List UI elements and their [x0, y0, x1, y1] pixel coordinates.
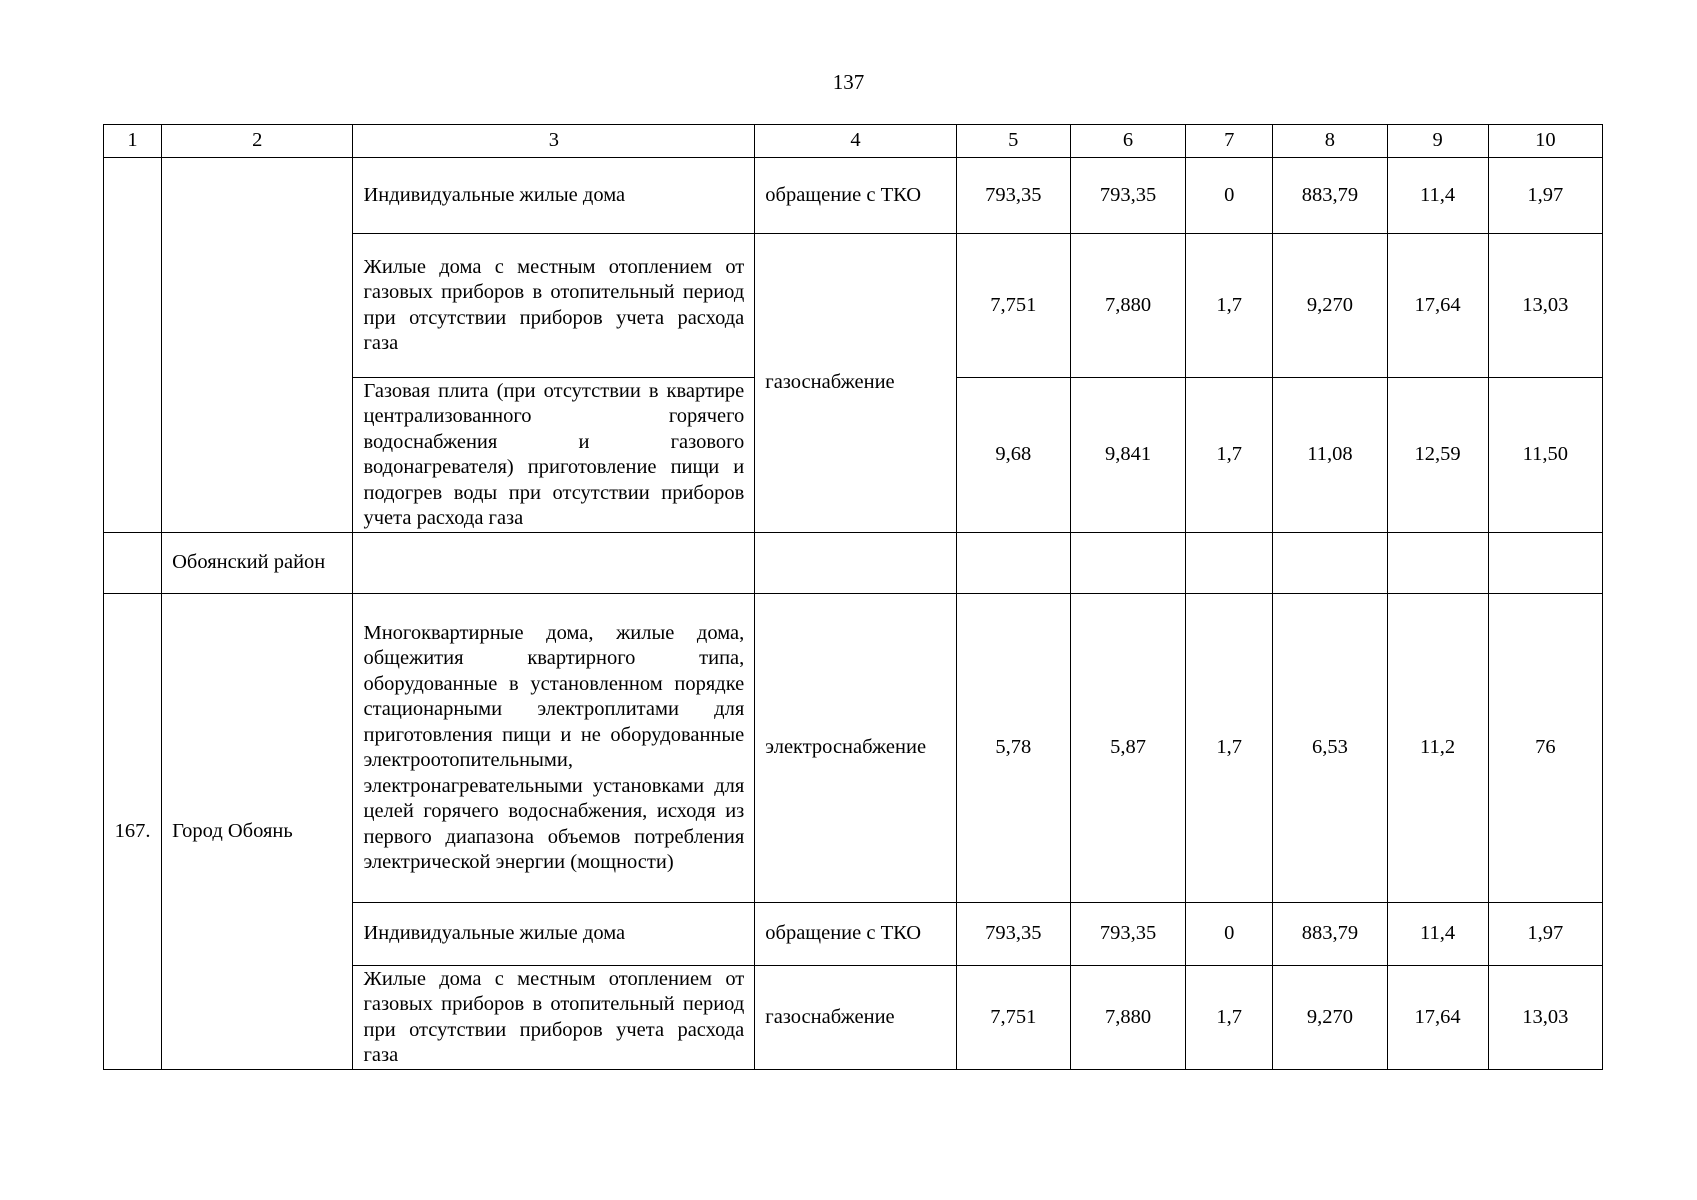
empty-cell [1387, 533, 1488, 594]
row-number-cell: 167. [104, 594, 162, 1070]
value-cell: 13,03 [1488, 966, 1602, 1070]
column-header: 9 [1387, 125, 1488, 158]
utility-type-cell: газоснабжение [755, 966, 956, 1070]
value-cell: 17,64 [1387, 966, 1488, 1070]
column-header: 5 [956, 125, 1070, 158]
consumer-category-cell: Газовая плита (при отсутствии в квартире централизованного горячего водоснабжения и газового водонагревателя) приготовление пищи и подогрев воды при отсутствии приборов учета расхода газа [353, 378, 755, 533]
consumer-category-cell: Многоквартирные дома, жилые дома, общежития квартирного типа, оборудованные в установленном порядке стационарными электроплитами для приготовления пищи и не оборудованные электроотопительными, электронагревательными установками для целей горячего водоснабжения, исходя из первого диапазона объемов потребления электрической энергии (мощности) [353, 594, 755, 903]
row-number-cell [104, 158, 162, 533]
value-cell: 5,78 [956, 594, 1070, 903]
value-cell: 12,59 [1387, 378, 1488, 533]
value-cell: 11,4 [1387, 158, 1488, 234]
value-cell: 7,880 [1070, 234, 1185, 378]
empty-cell [1488, 533, 1602, 594]
page-number: 137 [832, 70, 865, 94]
value-cell: 793,35 [1070, 903, 1185, 966]
value-cell: 6,53 [1273, 594, 1387, 903]
value-cell: 793,35 [956, 158, 1070, 234]
column-header: 4 [755, 125, 956, 158]
utility-type-cell: обращение с ТКО [755, 158, 956, 234]
consumer-category-cell: Жилые дома с местным отоплением от газовых приборов в отопительный период при отсутствии приборов учета расхода газа [353, 966, 755, 1070]
value-cell: 0 [1186, 158, 1273, 234]
district-row [104, 533, 1603, 594]
value-cell: 1,7 [1186, 234, 1273, 378]
table-row [104, 158, 1603, 234]
value-cell: 13,03 [1488, 234, 1602, 378]
value-cell: 1,7 [1186, 594, 1273, 903]
value-cell: 76 [1488, 594, 1602, 903]
empty-cell [755, 533, 956, 594]
column-header: 3 [353, 125, 755, 158]
empty-cell [353, 533, 755, 594]
value-cell: 793,35 [1070, 158, 1185, 234]
column-header: 2 [162, 125, 353, 158]
column-header: 1 [104, 125, 162, 158]
value-cell: 1,97 [1488, 158, 1602, 234]
value-cell: 9,270 [1273, 234, 1387, 378]
column-header: 6 [1070, 125, 1185, 158]
value-cell: 793,35 [956, 903, 1070, 966]
consumer-category-cell: Индивидуальные жилые дома [353, 158, 755, 234]
value-cell: 9,841 [1070, 378, 1185, 533]
empty-cell [1186, 533, 1273, 594]
locality-cell [162, 158, 353, 533]
utility-type-cell: электроснабжение [755, 594, 956, 903]
value-cell: 11,2 [1387, 594, 1488, 903]
header-row [104, 125, 1603, 158]
column-header: 8 [1273, 125, 1387, 158]
value-cell: 7,751 [956, 966, 1070, 1070]
utility-type-cell: газоснабжение [755, 234, 956, 533]
district-name-cell: Обоянский район [162, 533, 353, 594]
value-cell: 11,50 [1488, 378, 1602, 533]
value-cell: 7,880 [1070, 966, 1185, 1070]
consumer-category-cell: Жилые дома с местным отоплением от газовых приборов в отопительный период при отсутствии приборов учета расхода газа [353, 234, 755, 378]
value-cell: 0 [1186, 903, 1273, 966]
value-cell: 11,08 [1273, 378, 1387, 533]
table-row [104, 594, 1603, 903]
value-cell: 9,270 [1273, 966, 1387, 1070]
locality-cell: Город Обоянь [162, 594, 353, 1070]
empty-cell [1273, 533, 1387, 594]
empty-cell [1070, 533, 1185, 594]
value-cell: 17,64 [1387, 234, 1488, 378]
row-number-cell [104, 533, 162, 594]
value-cell: 883,79 [1273, 903, 1387, 966]
utility-type-cell: обращение с ТКО [755, 903, 956, 966]
column-header: 7 [1186, 125, 1273, 158]
consumer-category-cell: Индивидуальные жилые дома [353, 903, 755, 966]
value-cell: 1,97 [1488, 903, 1602, 966]
value-cell: 5,87 [1070, 594, 1185, 903]
empty-cell [956, 533, 1070, 594]
value-cell: 883,79 [1273, 158, 1387, 234]
value-cell: 1,7 [1186, 378, 1273, 533]
value-cell: 1,7 [1186, 966, 1273, 1070]
column-header: 10 [1488, 125, 1602, 158]
value-cell: 7,751 [956, 234, 1070, 378]
value-cell: 11,4 [1387, 903, 1488, 966]
tariff-table [103, 124, 1603, 1070]
value-cell: 9,68 [956, 378, 1070, 533]
